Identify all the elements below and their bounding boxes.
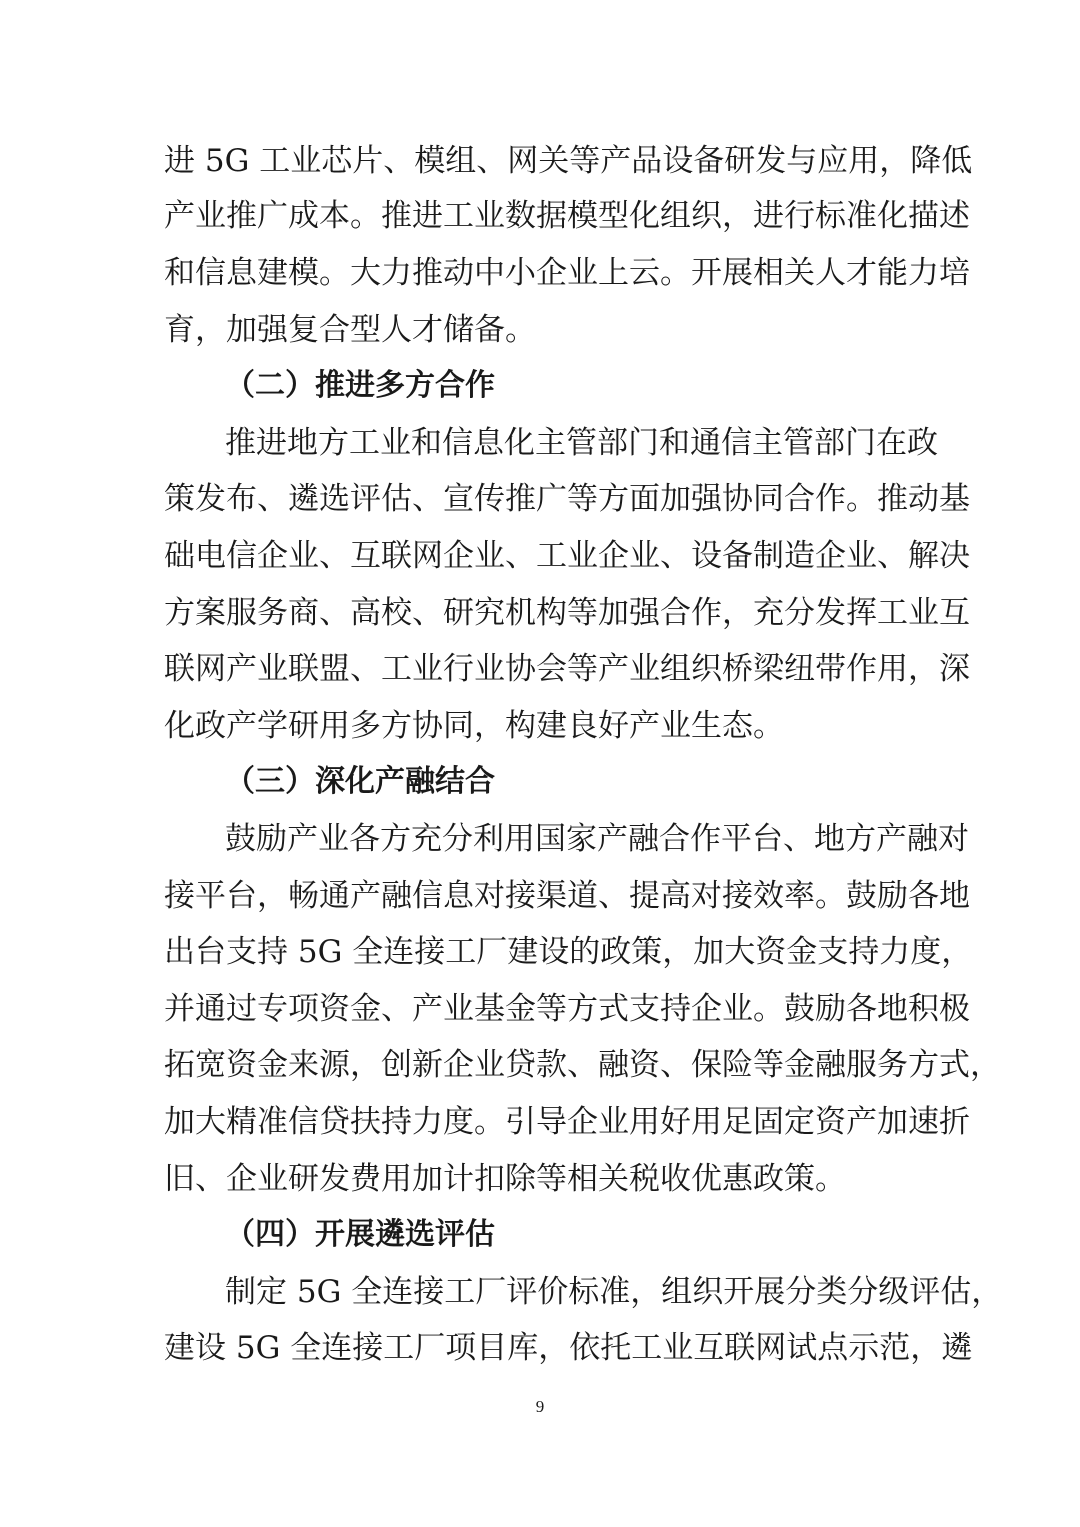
paragraph-line: 联网产业联盟、工业行业协会等产业组织桥梁纽带作用，深 [164, 651, 970, 687]
section-heading-2: （二）推进多方合作 [225, 368, 495, 403]
paragraph-line: 鼓励产业各方充分利用国家产融合作平台、地方产融对 [225, 821, 969, 857]
paragraph-line: 方案服务商、高校、研究机构等加强合作，充分发挥工业互 [164, 595, 970, 631]
paragraph-line: 础电信企业、互联网企业、工业企业、设备制造企业、解决 [164, 538, 970, 574]
paragraph-line: 并通过专项资金、产业基金等方式支持企业。鼓励各地积极 [164, 991, 970, 1027]
section-heading-3: （三）深化产融结合 [225, 764, 495, 799]
paragraph-line: 和信息建模。大力推动中小企业上云。开展相关人才能力培 [164, 255, 970, 291]
paragraph-line: 推进地方工业和信息化主管部门和通信主管部门在政 [225, 425, 938, 461]
paragraph-line: 育，加强复合型人才储备。 [164, 312, 536, 348]
paragraph-line: 出台支持 5G 全连接工厂建设的政策，加大资金支持力度， [164, 934, 973, 970]
paragraph-line: 策发布、遴选评估、宣传推广等方面加强协同合作。推动基 [164, 481, 970, 517]
paragraph-line: 接平台，畅通产融信息对接渠道、提高对接效率。鼓励各地 [164, 878, 970, 914]
paragraph-line: 拓宽资金来源，创新企业贷款、融资、保险等金融服务方式， [164, 1047, 1001, 1083]
section-heading-4: （四）开展遴选评估 [225, 1217, 495, 1252]
paragraph-line: 旧、企业研发费用加计扣除等相关税收优惠政策。 [164, 1161, 846, 1197]
paragraph-line: 进 5G 工业芯片、模组、网关等产品设备研发与应用，降低 [164, 143, 973, 179]
paragraph-line: 产业推广成本。推进工业数据模型化组织，进行标准化描述 [164, 198, 970, 234]
page-number: 9 [535, 1397, 545, 1416]
paragraph-line: 建设 5G 全连接工厂项目库，依托工业互联网试点示范，遴 [164, 1330, 973, 1366]
paragraph-line: 制定 5G 全连接工厂评价标准，组织开展分类分级评估， [225, 1274, 1003, 1310]
paragraph-line: 化政产学研用多方协同，构建良好产业生态。 [164, 708, 784, 744]
paragraph-line: 加大精准信贷扶持力度。引导企业用好用足固定资产加速折 [164, 1104, 970, 1140]
